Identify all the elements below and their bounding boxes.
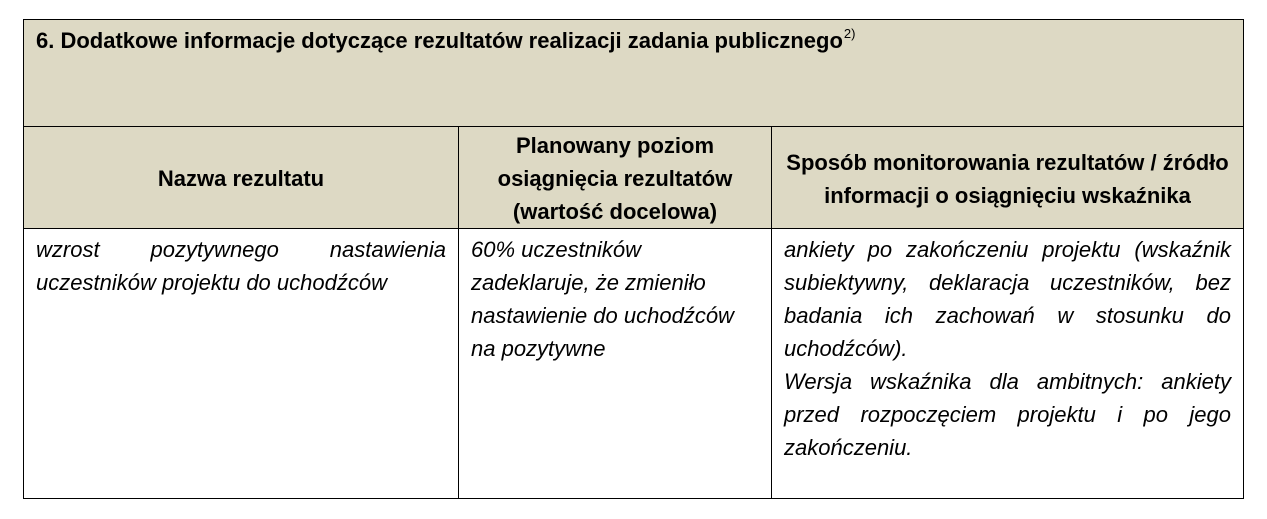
result-target-cell[interactable] [459,229,772,499]
section-header [24,20,1244,127]
column-header-target: Planowany poziom osiągnięcia rezultatów (wartość docelowa) [459,127,772,229]
result-target-text: 60% uczestników zadeklaruje, że zmieniło nastawienie do uchodźców na pozytywne [471,237,734,361]
result-monitoring-extra-text: Wersja wskaźnika dla ambitnych: ankiety przed rozpoczęciem projektu i po jego zakończeniu. [784,369,1231,460]
section-title: 6. Dodatkowe informacje dotyczące rezultatów realizacji zadania publicznego [36,28,843,53]
column-header-monitoring: Sposób monitorowania rezultatów / źródło informacji o osiągnięciu wskaźnika [772,127,1244,229]
footnote-marker: 2) [843,26,856,41]
section-header-row [24,20,1244,127]
result-name-text: wzrost pozytywnego nastawienia uczestników projektu do uchodźców [36,237,446,295]
table-row [24,229,1244,499]
result-monitoring-text: ankiety po zakończeniu projektu (wskaźnik subiektywny, deklaracja uczestników, bez badania ich zachowań w stosunku do uchodźców). [784,237,1231,361]
results-table [23,19,1244,499]
result-name-cell[interactable] [24,229,459,499]
result-monitoring-cell[interactable] [772,229,1244,499]
column-header-row [24,127,1244,229]
column-header-name: Nazwa rezultatu [24,127,459,229]
